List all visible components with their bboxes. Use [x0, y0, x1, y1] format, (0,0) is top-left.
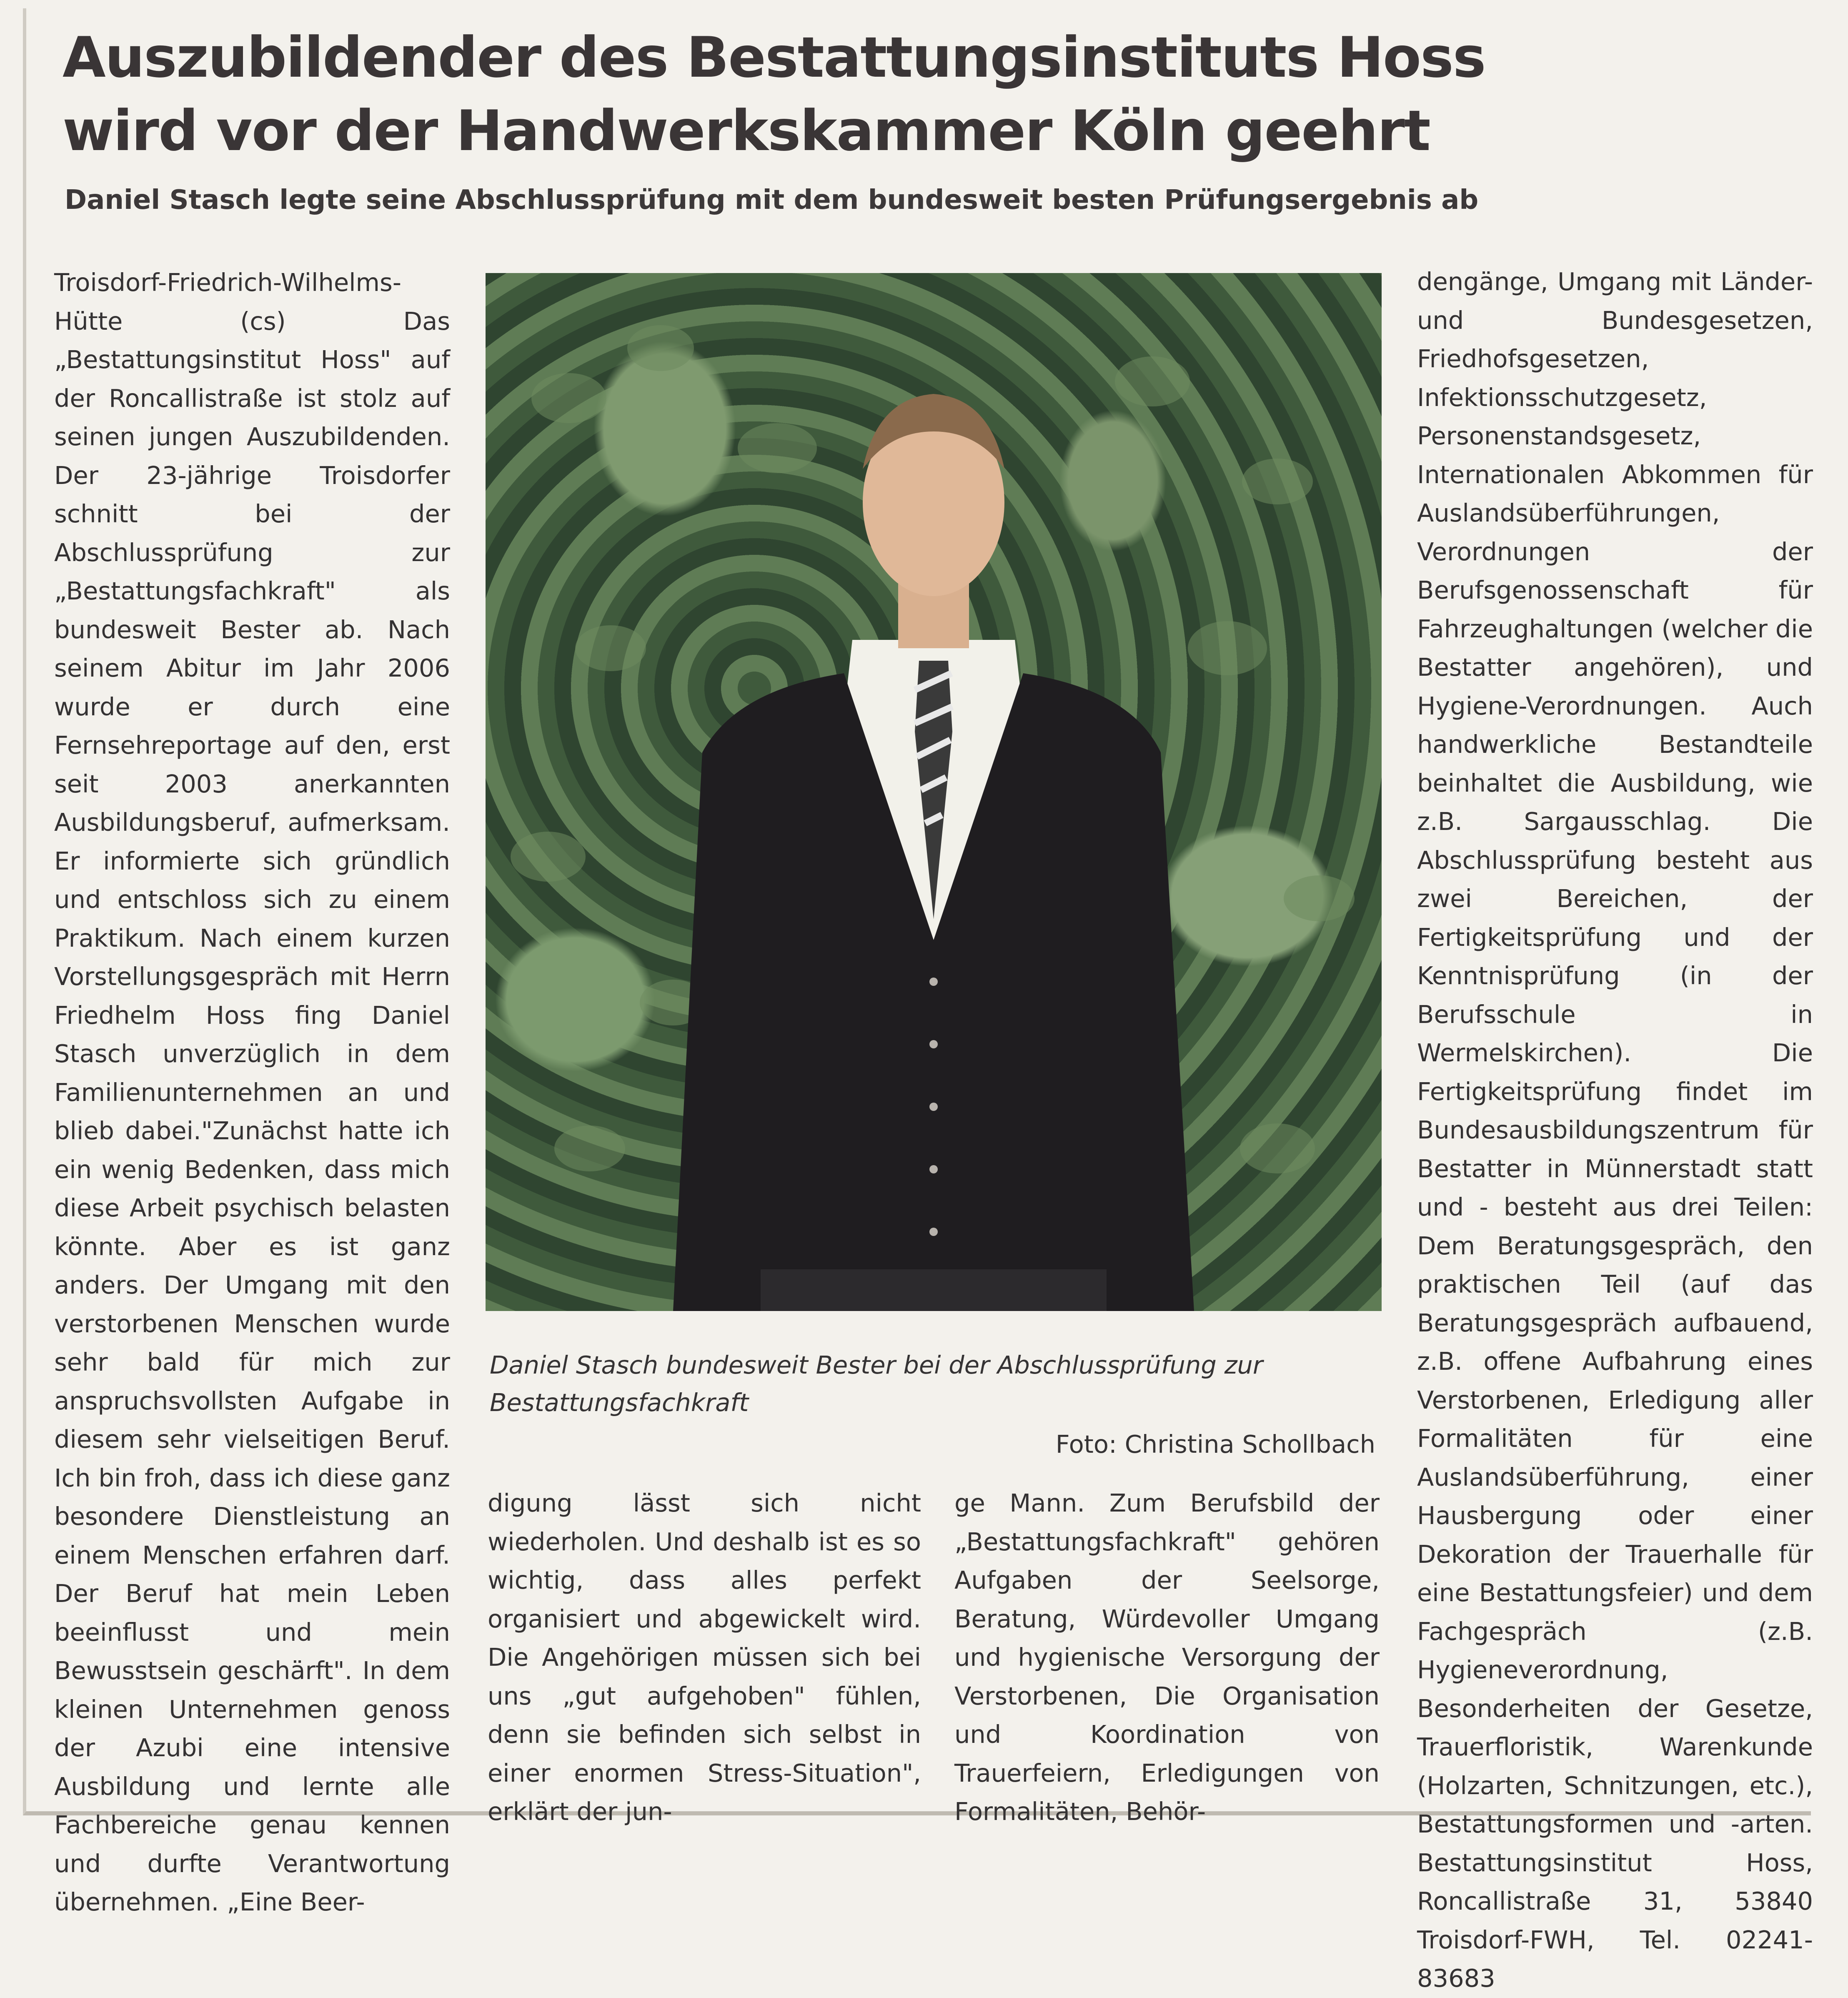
- portrait-photo: [486, 273, 1382, 1311]
- article-text-column-2: digung lässt sich nicht wiederholen. Und deshalb ist es so wichtig, dass alles perfekt organisiert und abgewickelt wird. Die Angehörigen müssen sich bei uns „gut aufgehoben" fühlen, denn sie befinden sich selbst in einer enormen Stress-Situation", erklärt der jun-: [488, 1489, 921, 1826]
- subheadline: Daniel Stasch legte seine Abschlussprüfung mit dem bundesweit besten Prüfungsergebnis ab: [65, 185, 1479, 216]
- article-text-column-3: ge Mann. Zum Berufsbild der „Bestattungsfachkraft" gehören Aufgaben der Seelsorge, Beratung, Würdevoller Umgang und hygienische Versorgung der Verstorbenen, Die Organisation und Koordination von Trauerfeiern, Erledigungen von Formalitäten, Behör-: [954, 1489, 1380, 1826]
- article-column-1: [54, 263, 450, 1922]
- article-text-column-1: Troisdorf-Friedrich-Wilhelms-Hütte (cs) Das „Bestattungsinstitut Hoss" auf der Roncallistraße ist stolz auf seinen jungen Auszubildenden. Der 23-jährige Troisdorfer schnitt bei der Abschlussprüfung zur „Bestattungsfachkraft" als bundesweit Bester ab. Nach seinem Abitur im Jahr 2006 wurde er durch eine Fernsehreportage auf den, erst seit 2003 anerkannten Ausbildungsberuf, aufmerksam. Er informierte sich gründlich und entschloss sich zu einem Praktikum. Nach einem kurzen Vorstellungsgespräch mit Herrn Friedhelm Hoss fing Daniel Stasch unverzüglich in dem Familienunternehmen an und blieb dabei."Zunächst hatte ich ein wenig Bedenken, dass mich diese Arbeit psychisch belasten könnte. Aber es ist ganz anders. Der Umgang mit den verstorbenen Menschen wurde sehr bald für mich zur anspruchsvollsten Aufgabe in diesem sehr vielseitigen Beruf. Ich bin froh, dass ich diese ganz besondere Dienstleistung an einem Menschen erfahren darf. Der Beruf hat mein Leben beeinflusst und mein Bewusstsein geschärft". In dem kleinen Unternehmen genoss der Azubi eine intensive Ausbildung und lernte alle Fachbereiche genau kennen und durfte Verantwortung übernehmen. „Eine Beer-: [54, 268, 450, 1916]
- photo-caption: Daniel Stasch bundesweit Bester bei der Abschlussprüfung zur Bestattungsfachkraft: [490, 1351, 1263, 1417]
- article-column-3: [954, 1484, 1380, 1831]
- article-column-2: [488, 1484, 921, 1831]
- headline: Auszubildender des Bestattungsinstituts Hoss wird vor der Handwerkskammer Köln geehrt: [63, 25, 1485, 163]
- photo-credit: Foto: Christina Schollbach: [1055, 1430, 1375, 1459]
- article-column-4: [1417, 263, 1813, 1998]
- person-figure-image: [486, 273, 1382, 1311]
- article-text-column-4: dengänge, Umgang mit Länder- und Bundesgesetzen, Friedhofsgesetzen, Infektionsschutzgesetz, Personenstandsgesetz, Internationalen Abkommen für Auslandsüberführungen, Verordnungen der Berufsgenossenschaft für Fahrzeughaltungen (welcher die Bestatter angehören), und Hygiene-Verordnungen. Auch handwerkliche Bestandteile beinhaltet die Ausbildung, wie z.B. Sargausschlag. Die Abschlussprüfung besteht aus zwei Bereichen, der Fertigkeitsprüfung und der Kenntnisprüfung (in der Berufsschule in Wermelskirchen). Die Fertigkeitsprüfung findet im Bundesausbildungszentrum für Bestatter in Münnerstadt statt und - besteht aus drei Teilen: Dem Beratungsgespräch, den praktischen Teil (auf das Beratungsgespräch aufbauend, z.B. offene Aufbahrung eines Verstorbenen, Erledigung aller Formalitäten für eine Auslandsüberführung, einer Hausbergung oder einer Dekoration der Trauerhalle für eine Bestattungsfeier) und dem Fachgespräch (z.B. Hygieneverordnung, Besonderheiten der Gesetze, Trauerfloristik, Warenkunde (Holzarten, Schnitzungen, etc.), Bestattungsformen und -arten. Bestattungsinstitut Hoss, Roncallistraße 31, 53840 Troisdorf-FWH, Tel. 02241-83683: [1417, 267, 1813, 1993]
